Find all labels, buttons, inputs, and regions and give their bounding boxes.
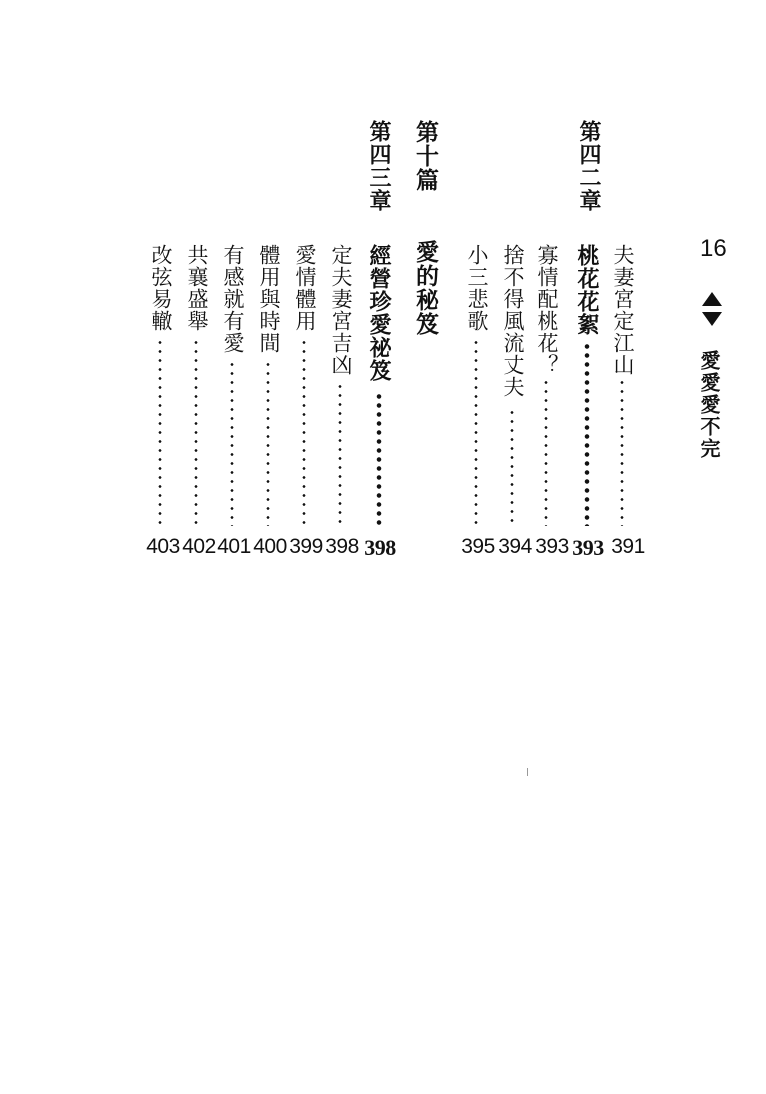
running-head: 愛愛愛不完 (697, 350, 721, 460)
part-10-heading: 第十篇 (412, 120, 439, 192)
toc-entry-label[interactable]: 夫妻宮定江山 (611, 244, 635, 376)
chapter-42-title[interactable]: 桃花花絮 (574, 244, 600, 336)
page-number: 16 (700, 235, 727, 262)
leader-dots (230, 360, 234, 526)
part-10-title[interactable]: 愛的秘笈 (412, 240, 439, 336)
toc-entry-label[interactable]: 體用與時間 (257, 244, 281, 354)
toc-entry-label[interactable]: 捨不得風流丈夫 (501, 244, 525, 398)
triangle-down-icon (702, 312, 722, 326)
toc-entry-page[interactable]: 403 (146, 535, 180, 558)
scan-mark (527, 768, 528, 776)
leader-dots (510, 408, 514, 526)
toc-entry-page[interactable]: 394 (498, 535, 532, 558)
toc-entry-label[interactable]: 共襄盛舉 (185, 244, 209, 332)
leader-dots (302, 338, 306, 526)
leader-dots (158, 338, 162, 526)
leader-dots (544, 378, 548, 526)
chapter-43-heading: 第四三章 (366, 120, 392, 212)
leader-dots (194, 338, 198, 526)
toc-entry-label[interactable]: 有感就有愛 (221, 244, 245, 354)
toc-entry-page[interactable]: 399 (289, 535, 323, 558)
toc-entry-page[interactable]: 395 (461, 535, 495, 558)
toc-entry-label[interactable]: 小三悲歌 (465, 244, 489, 332)
toc-entry-label[interactable]: 定夫妻宮吉凶 (329, 244, 353, 376)
toc-entry-label[interactable]: 改弦易轍 (149, 244, 173, 332)
toc-entry-page[interactable]: 391 (611, 535, 645, 558)
chapter-42-page[interactable]: 393 (572, 535, 604, 560)
toc-entry-label[interactable]: 寡情配桃花？ (535, 244, 559, 376)
triangle-up-icon (702, 292, 722, 306)
leader-dots (474, 338, 478, 526)
leader-dots-bold (376, 392, 382, 526)
leader-dots-bold (584, 342, 590, 526)
leader-dots (620, 378, 624, 526)
leader-dots (266, 360, 270, 526)
chapter-43-title[interactable]: 經營珍愛祕笈 (366, 244, 392, 382)
toc-entry-page[interactable]: 402 (182, 535, 216, 558)
toc-entry-label[interactable]: 愛情體用 (293, 244, 317, 332)
chapter-43-page[interactable]: 398 (364, 535, 396, 560)
toc-entry-page[interactable]: 393 (535, 535, 569, 558)
toc-entry-page[interactable]: 398 (325, 535, 359, 558)
toc-entry-page[interactable]: 400 (253, 535, 287, 558)
toc-entry-page[interactable]: 401 (217, 535, 251, 558)
leader-dots (338, 382, 342, 526)
chapter-42-heading: 第四二章 (576, 120, 602, 212)
